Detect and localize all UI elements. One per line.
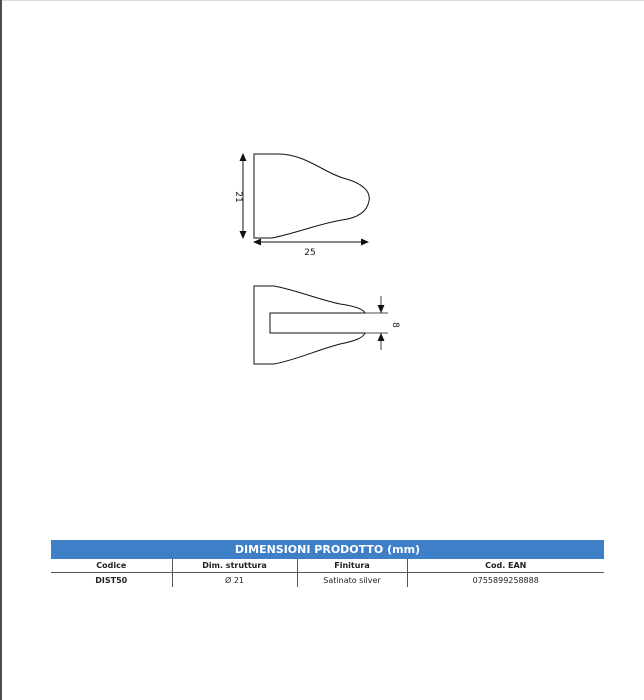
table-title: DIMENSIONI PRODOTTO (mm) bbox=[51, 540, 604, 559]
column-header-finish: Finitura bbox=[297, 559, 407, 573]
side-view-outline bbox=[254, 286, 365, 364]
top-view bbox=[233, 153, 369, 258]
column-header-structure-dim: Dim. struttura bbox=[172, 559, 297, 573]
width-dimension-label: 25 bbox=[304, 248, 316, 258]
table-row bbox=[51, 573, 604, 588]
width-arrow-left-icon bbox=[253, 239, 261, 246]
structure-dim-cell: Ø 21 bbox=[172, 573, 297, 588]
product-code-cell: DIST50 bbox=[95, 575, 128, 585]
slot-dimension-label: 8 bbox=[390, 322, 400, 328]
height-arrow-top-icon bbox=[240, 153, 247, 161]
side-view bbox=[254, 286, 400, 364]
finish-cell: Satinato silver bbox=[297, 573, 407, 588]
slot-arrow-top-icon bbox=[378, 305, 385, 313]
height-dimension-label: 21 bbox=[233, 191, 243, 203]
dimensions-table bbox=[51, 559, 604, 587]
column-header-code: Codice bbox=[51, 559, 172, 573]
width-arrow-right-icon bbox=[361, 239, 369, 246]
ean-cell: 0755899258888 bbox=[407, 573, 604, 588]
product-dimensions-table bbox=[51, 540, 604, 587]
height-arrow-bottom-icon bbox=[240, 231, 247, 239]
column-header-ean: Cod. EAN bbox=[407, 559, 604, 573]
slot-arrow-bottom-icon bbox=[378, 333, 385, 341]
table-header-row bbox=[51, 559, 604, 573]
top-view-outline bbox=[254, 154, 369, 238]
